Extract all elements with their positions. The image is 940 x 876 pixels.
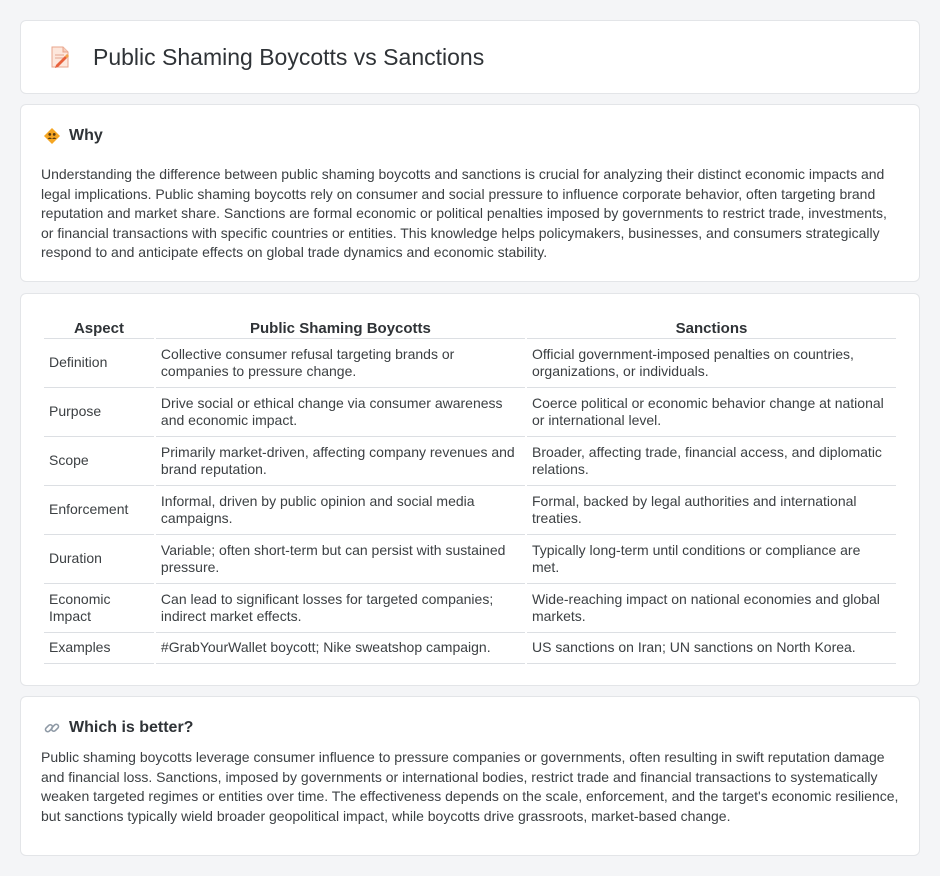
table-row <box>44 437 896 486</box>
boycotts-cell: Drive social or ethical change via consumer awareness and economic impact. <box>156 388 525 437</box>
why-heading <box>43 127 103 145</box>
sanctions-cell: Broader, affecting trade, financial access, and diplomatic relations. <box>527 437 896 486</box>
diamond-people-icon <box>43 127 61 145</box>
boycotts-cell: Primarily market-driven, affecting company revenues and brand reputation. <box>156 437 525 486</box>
table-row <box>44 633 896 664</box>
sanctions-cell: Coerce political or economic behavior change at national or international level. <box>527 388 896 437</box>
sanctions-cell: Official government-imposed penalties on countries, organizations, or individuals. <box>527 339 896 388</box>
sanctions-cell: Wide-reaching impact on national economies and global markets. <box>527 584 896 633</box>
header-aspect: Aspect <box>44 318 154 339</box>
aspect-cell: Examples <box>44 633 154 664</box>
why-body: Understanding the difference between public shaming boycotts and sanctions is crucial for analyzing their distinct economic impacts and legal implications. Public shaming boycotts rely on consumer and social pressure to influence corporate behavior, often targeting brand reputation and market share. Sanctions are formal economic or political penalties imposed by governments to restrict trade, investments, or financial transactions with specific countries or entities. This knowledge helps policymakers, businesses, and consumers strategically respond to and anticipate effects on global trade dynamics and economic stability. <box>41 166 887 261</box>
document-pencil-icon <box>47 44 73 70</box>
better-heading <box>43 719 193 737</box>
link-icon <box>43 719 61 737</box>
why-title: Why <box>69 127 103 144</box>
table-header-row <box>44 318 896 339</box>
aspect-cell: Definition <box>44 339 154 388</box>
sanctions-cell: Formal, backed by legal authorities and international treaties. <box>527 486 896 535</box>
table-row <box>44 535 896 584</box>
comparison-card <box>20 293 920 686</box>
comparison-table <box>42 318 898 664</box>
boycotts-cell: Collective consumer refusal targeting brands or companies to pressure change. <box>156 339 525 388</box>
boycotts-cell: #GrabYourWallet boycott; Nike sweatshop campaign. <box>156 633 525 664</box>
sanctions-cell: Typically long-term until conditions or compliance are met. <box>527 535 896 584</box>
aspect-cell: Purpose <box>44 388 154 437</box>
boycotts-cell: Can lead to significant losses for targeted companies; indirect market effects. <box>156 584 525 633</box>
boycotts-cell: Informal, driven by public opinion and social media campaigns. <box>156 486 525 535</box>
aspect-cell: Economic Impact <box>44 584 154 633</box>
aspect-cell: Scope <box>44 437 154 486</box>
header-sanctions: Sanctions <box>527 318 896 339</box>
better-body: Public shaming boycotts leverage consumer influence to pressure companies or governments, often resulting in swift reputation damage and financial loss. Sanctions, imposed by governments or international bodies, restrict trade and financial transactions to systematically weaken targeted regimes or entities over time. The effectiveness depends on the scale, enforcement, and the target's economic resilience, but sanctions typically wield broader geopolitical impact, while boycotts drive grassroots, market-based change. <box>41 749 899 824</box>
better-title: Which is better? <box>69 719 194 736</box>
sanctions-cell: US sanctions on Iran; UN sanctions on North Korea. <box>527 633 896 664</box>
aspect-cell: Enforcement <box>44 486 154 535</box>
table-row <box>44 339 896 388</box>
page-title: Public Shaming Boycotts vs Sanctions <box>93 43 485 70</box>
table-row <box>44 388 896 437</box>
table-row <box>44 584 896 633</box>
aspect-cell: Duration <box>44 535 154 584</box>
table-row <box>44 486 896 535</box>
header-card <box>20 20 920 94</box>
header-boycotts: Public Shaming Boycotts <box>156 318 525 339</box>
boycotts-cell: Variable; often short-term but can persist with sustained pressure. <box>156 535 525 584</box>
which-better-card <box>20 696 920 856</box>
why-card <box>20 104 920 282</box>
